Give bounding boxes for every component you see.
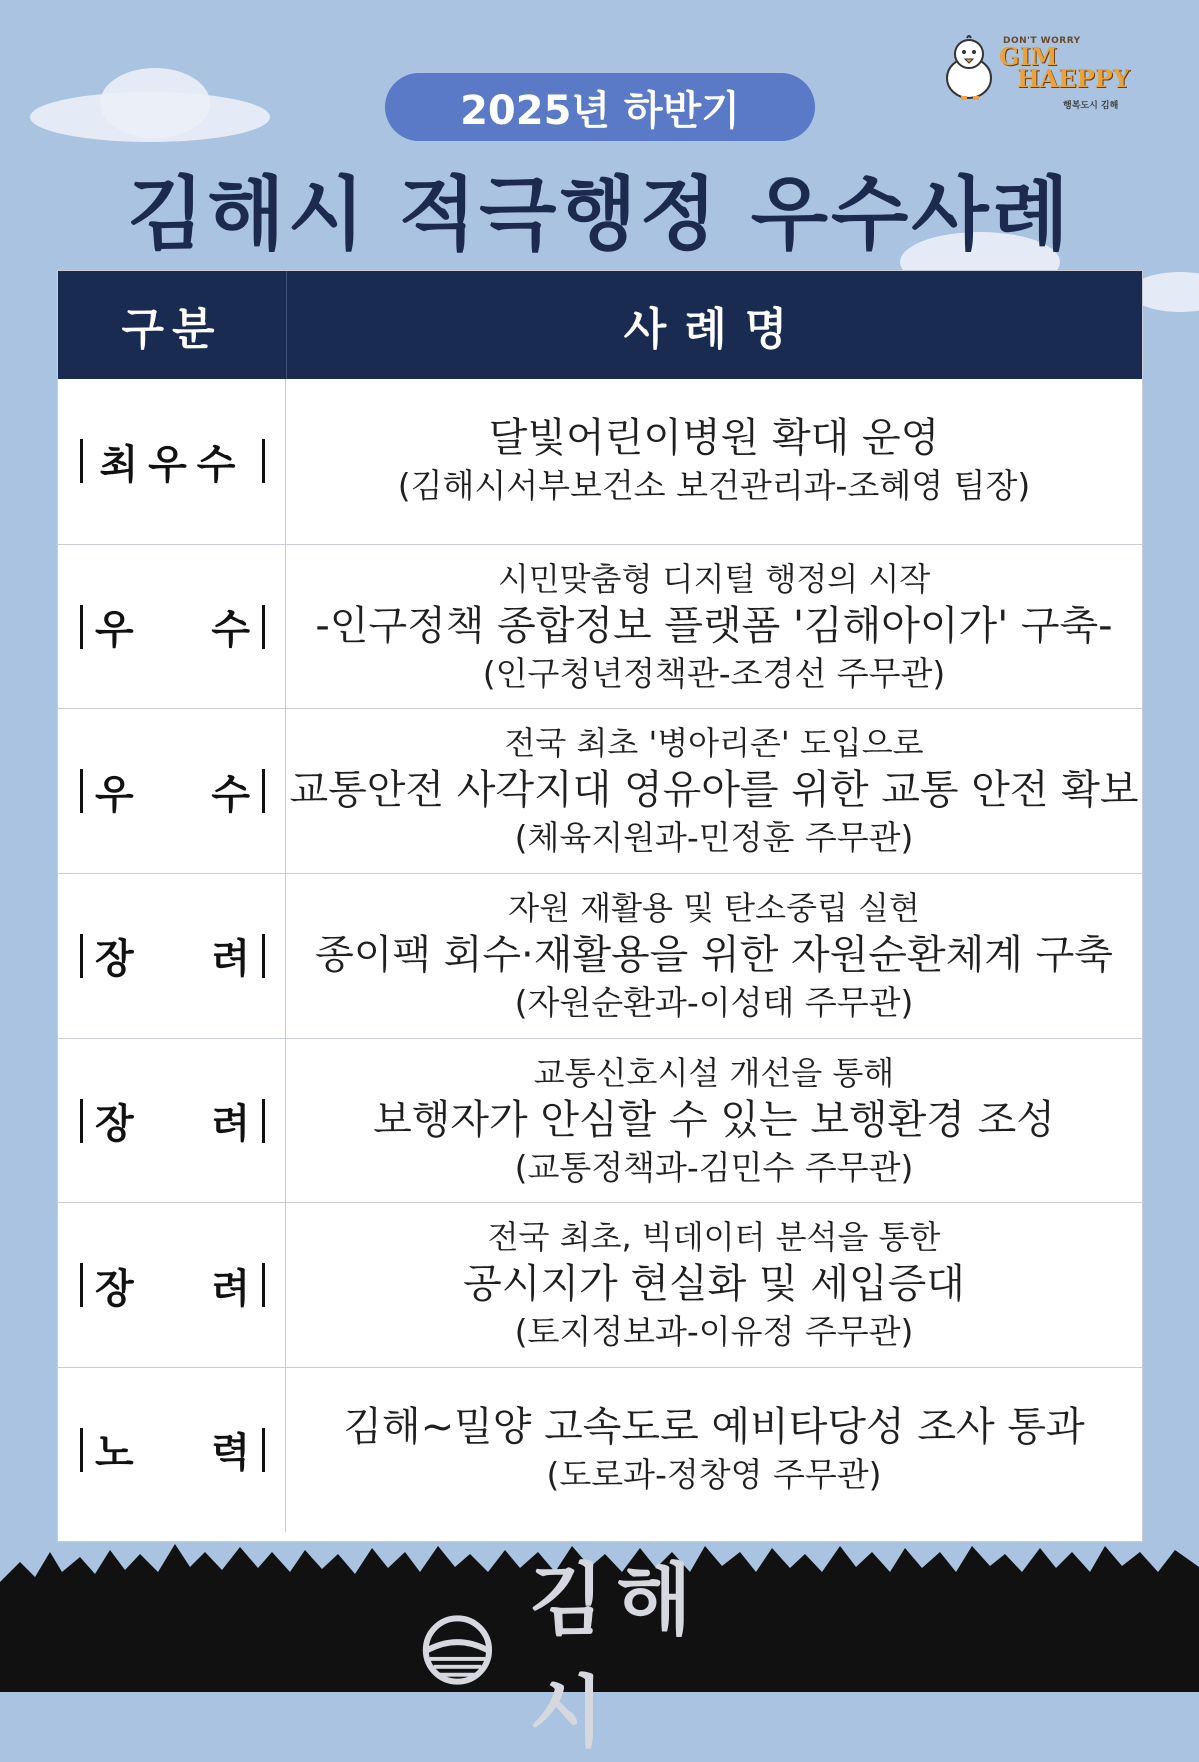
case-title: 종이팩 회수·재활용을 위한 자원순환체계 구축 <box>315 931 1113 978</box>
brand-name-line2: HAEPPY <box>1017 64 1130 93</box>
category-char: 수 <box>211 771 250 818</box>
column-header-case: 사례명 <box>623 304 806 355</box>
table-row <box>58 1202 1142 1367</box>
category-cell <box>58 379 286 544</box>
brand-name-line1: GIM <box>999 42 1058 71</box>
brand-name <box>999 42 1130 93</box>
case-department: (자원순환과-이성태 주무관) <box>514 982 914 1022</box>
category-label <box>83 1092 262 1149</box>
cloud-decoration <box>100 68 210 138</box>
bracket-bar-right <box>262 1263 265 1307</box>
brand-tagline: DON'T WORRY <box>1003 36 1081 46</box>
table-row <box>58 544 1142 709</box>
period-badge: 2025년 하반기 <box>385 73 815 141</box>
category-char: 우 <box>95 607 134 654</box>
case-subtitle: 전국 최초, 빅데이터 분석을 통한 <box>487 1218 941 1257</box>
category-char: 려 <box>211 936 250 983</box>
table-body <box>58 379 1142 1532</box>
case-department: (교통정책과-김민수 주무관) <box>514 1147 914 1187</box>
category-label: 최우수 <box>99 441 246 488</box>
category-cell <box>58 545 286 709</box>
bracket-bar-right <box>262 1099 265 1143</box>
table-row <box>58 873 1142 1038</box>
category-cell <box>58 1039 286 1203</box>
category-cell <box>58 874 286 1038</box>
case-subtitle: 자원 재활용 및 탄소중립 실현 <box>508 888 920 927</box>
page-title: 김해시 적극행정 우수사례 <box>127 168 1072 261</box>
case-subtitle: 교통신호시설 개선을 통해 <box>533 1053 895 1092</box>
category-char: 노 <box>95 1430 134 1477</box>
table-row <box>58 1038 1142 1203</box>
city-logo <box>408 1556 788 1758</box>
category-char: 려 <box>211 1265 250 1312</box>
case-subtitle: 전국 최초 '병아리존' 도입으로 <box>504 724 924 763</box>
table-row <box>58 1367 1142 1532</box>
category-char: 력 <box>211 1430 250 1477</box>
cases-table <box>57 270 1143 1542</box>
case-cell <box>286 874 1142 1038</box>
city-name: 김해시 <box>528 1556 704 1758</box>
category-char: 장 <box>95 936 134 983</box>
table-row <box>58 708 1142 873</box>
case-cell <box>286 545 1142 709</box>
bracket-bar-right <box>262 769 265 813</box>
case-cell <box>286 1368 1142 1532</box>
category-label <box>83 1257 262 1314</box>
category-label <box>83 1421 262 1478</box>
case-subtitle: 시민맞춤형 디지털 행정의 시작 <box>497 559 931 598</box>
category-char: 장 <box>95 1265 134 1312</box>
case-title: 달빛어린이병원 확대 운영 <box>488 415 940 462</box>
category-char: 우 <box>95 771 134 818</box>
table-header <box>58 271 1142 379</box>
duck-mascot-icon <box>941 34 999 104</box>
case-title: -인구정책 종합정보 플랫폼 '김해아이가' 구축- <box>315 602 1113 649</box>
category-label <box>83 763 262 820</box>
case-title: 공시지가 현실화 및 세입증대 <box>463 1261 965 1308</box>
case-department: (인구청년정책관-조경선 주무관) <box>482 653 946 693</box>
case-title: 김해~밀양 고속도로 예비타당성 조사 통과 <box>343 1403 1085 1450</box>
case-department: (토지정보과-이유정 주무관) <box>514 1312 914 1352</box>
bracket-bar-right <box>262 605 265 649</box>
category-label <box>83 927 262 984</box>
case-department: (체육지원과-민정훈 주무관) <box>514 818 914 858</box>
category-cell <box>58 1368 286 1532</box>
bracket-bar-right <box>262 1428 265 1472</box>
brand-logo <box>941 28 1161 118</box>
category-cell <box>58 1203 286 1367</box>
category-char: 장 <box>95 1101 134 1148</box>
case-title: 교통안전 사각지대 영유아를 위한 교통 안전 확보 <box>289 767 1139 814</box>
column-header-category: 구분 <box>58 271 287 379</box>
category-cell <box>58 709 286 873</box>
case-title: 보행자가 안심할 수 있는 보행환경 조성 <box>373 1096 1055 1143</box>
case-cell <box>286 1039 1142 1203</box>
category-char: 수 <box>211 607 250 654</box>
case-cell <box>286 709 1142 873</box>
case-department: (도로과-정창영 주무관) <box>546 1454 882 1494</box>
brand-sub: 행복도시 김해 <box>1063 101 1119 111</box>
bracket-bar-right <box>262 439 265 483</box>
bracket-bar-right <box>262 934 265 978</box>
city-emblem-icon <box>408 1615 507 1685</box>
category-char: 려 <box>211 1101 250 1148</box>
category-label <box>83 598 262 655</box>
case-cell <box>286 1203 1142 1367</box>
case-department: (김해시서부보건소 보건관리과-조혜영 팀장) <box>397 466 1031 506</box>
table-row <box>58 379 1142 544</box>
case-cell <box>286 379 1142 544</box>
